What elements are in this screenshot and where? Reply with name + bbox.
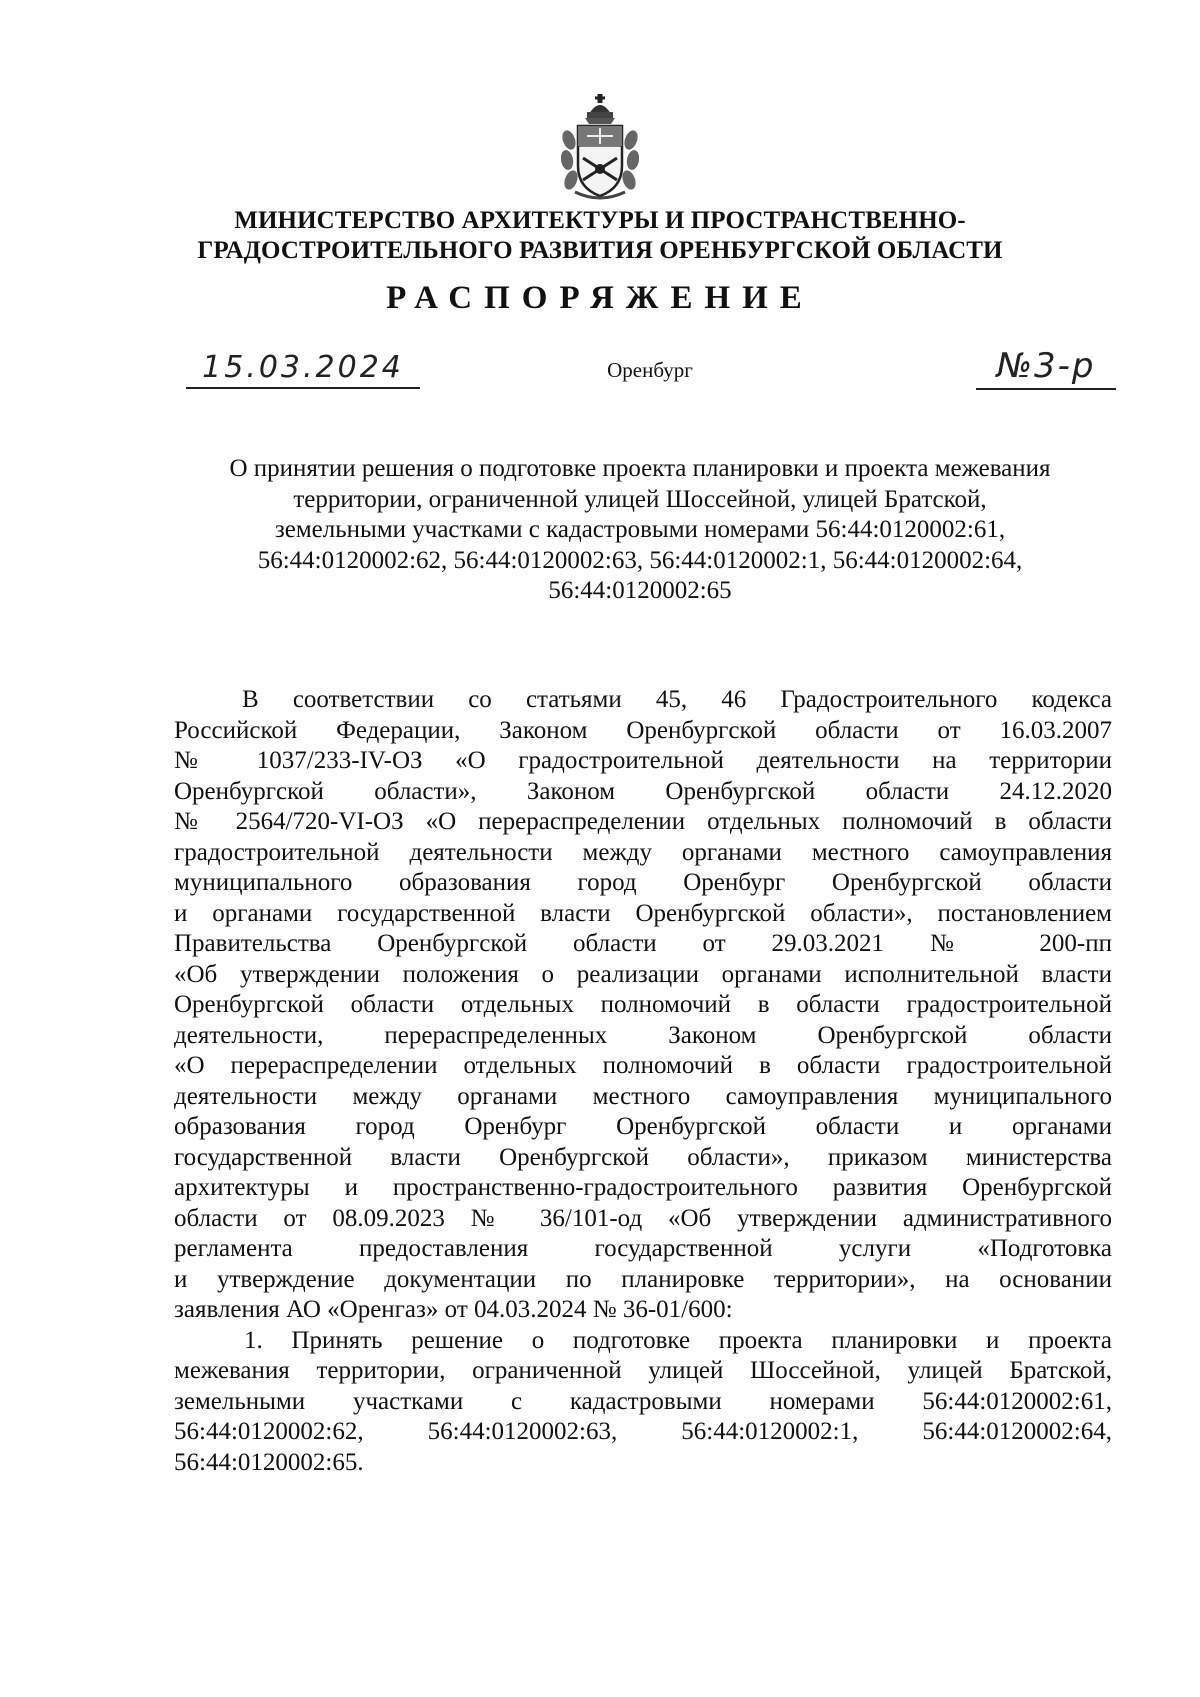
subject-line: 56:44:0120002:65 (548, 577, 732, 604)
body-line: «Об утверждении положения о реализации органами исполнительной власти (174, 960, 1112, 988)
clause-1-line: межевания территории, ограниченной улицей Шоссейной, улицей Братской, (174, 1357, 1112, 1384)
document-type-title: РАСПОРЯЖЕНИЕ (386, 280, 814, 316)
body-line: деятельности между органами местного самоуправления муниципального (174, 1082, 1112, 1110)
body-line: градостроительной деятельности между органами местного самоуправления (174, 838, 1112, 866)
clause-1-line: земельными участками с кадастровыми номерами 56:44:0120002:61, (174, 1387, 1112, 1415)
ministry-name-line-1: МИНИСТЕРСТВО АРХИТЕКТУРЫ И ПРОСТРАНСТВЕННО- (234, 207, 966, 234)
body-line: и утверждение документации по планировке территории», на основании (174, 1265, 1112, 1293)
body-line: образования город Оренбург Оренбургской области и органами (174, 1113, 1112, 1140)
body-line: архитектуры и пространственно-градостроительного развития Оренбургской (174, 1174, 1112, 1201)
subject-line: территории, ограниченной улицей Шоссейной, улицей Братской, (293, 485, 987, 513)
coat-of-arms-icon (561, 92, 639, 204)
date-field (186, 350, 420, 389)
body-line: Правительства Оренбургской области от 29.03.2021 № 200-пп (174, 930, 1112, 957)
ministry-name (0, 206, 1200, 266)
body-line: № 1037/233-IV-ОЗ «О градостроительной деятельности на территории (174, 747, 1112, 774)
clause-1-line: 56:44:0120002:65. (174, 1448, 364, 1476)
clause-1-line: 56:44:0120002:62, 56:44:0120002:63, 56:44:0120002:1, 56:44:0120002:64, (174, 1418, 1112, 1445)
ministry-name-line-2: ГРАДОСТРОИТЕЛЬНОГО РАЗВИТИЯ ОРЕНБУРГСКОЙ ОБЛАСТИ (197, 237, 1003, 264)
order-body (174, 685, 1112, 1478)
body-line: № 2564/720-VI-ОЗ «О перераспределении отдельных полномочий в области (174, 808, 1112, 835)
body-line: государственной власти Оренбургской области», приказом министерства (174, 1143, 1112, 1171)
body-line: муниципального образования город Оренбург Оренбургской области (174, 869, 1112, 896)
body-line: и органами государственной власти Оренбургской области», постановлением (174, 899, 1112, 927)
body-line: регламента предоставления государственной услуги «Подготовка (174, 1235, 1112, 1262)
body-line: области от 08.09.2023 № 36/101-од «Об утверждении административного (174, 1204, 1112, 1232)
body-line: деятельности, перераспределенных Законом Оренбургской области (174, 1021, 1112, 1049)
subject-line: земельными участками с кадастровыми номерами 56:44:0120002:61, (274, 516, 1006, 543)
handwritten-date: 15.03.2024 (202, 350, 404, 385)
body-line: заявления АО «Оренгаз» от 04.03.2024 № 36-01/600: (174, 1296, 733, 1323)
subject-line: 56:44:0120002:62, 56:44:0120002:63, 56:44:0120002:1, 56:44:0120002:64, (257, 546, 1023, 574)
order-subject (160, 454, 1120, 607)
clause-1-line: 1. Принять решение о подготовке проекта планировки и проекта (244, 1326, 1112, 1354)
body-line: «О перераспределении отдельных полномочий в области градостроительной (174, 1052, 1112, 1079)
number-field (976, 346, 1116, 390)
body-line: В соответствии со статьями 45, 46 Градостроительного кодекса (242, 686, 1112, 713)
body-line: Оренбургской области отдельных полномочий в области градостроительной (174, 991, 1112, 1018)
city-name: Оренбург (607, 358, 693, 382)
body-line: Оренбургской области», Законом Оренбургской области 24.12.2020 (174, 777, 1112, 805)
subject-line: О принятии решения о подготовке проекта планировки и проекта межевания (229, 455, 1051, 482)
handwritten-number: №3-р (996, 346, 1096, 386)
body-line: Российской Федерации, Законом Оренбургской области от 16.03.2007 (174, 716, 1112, 744)
